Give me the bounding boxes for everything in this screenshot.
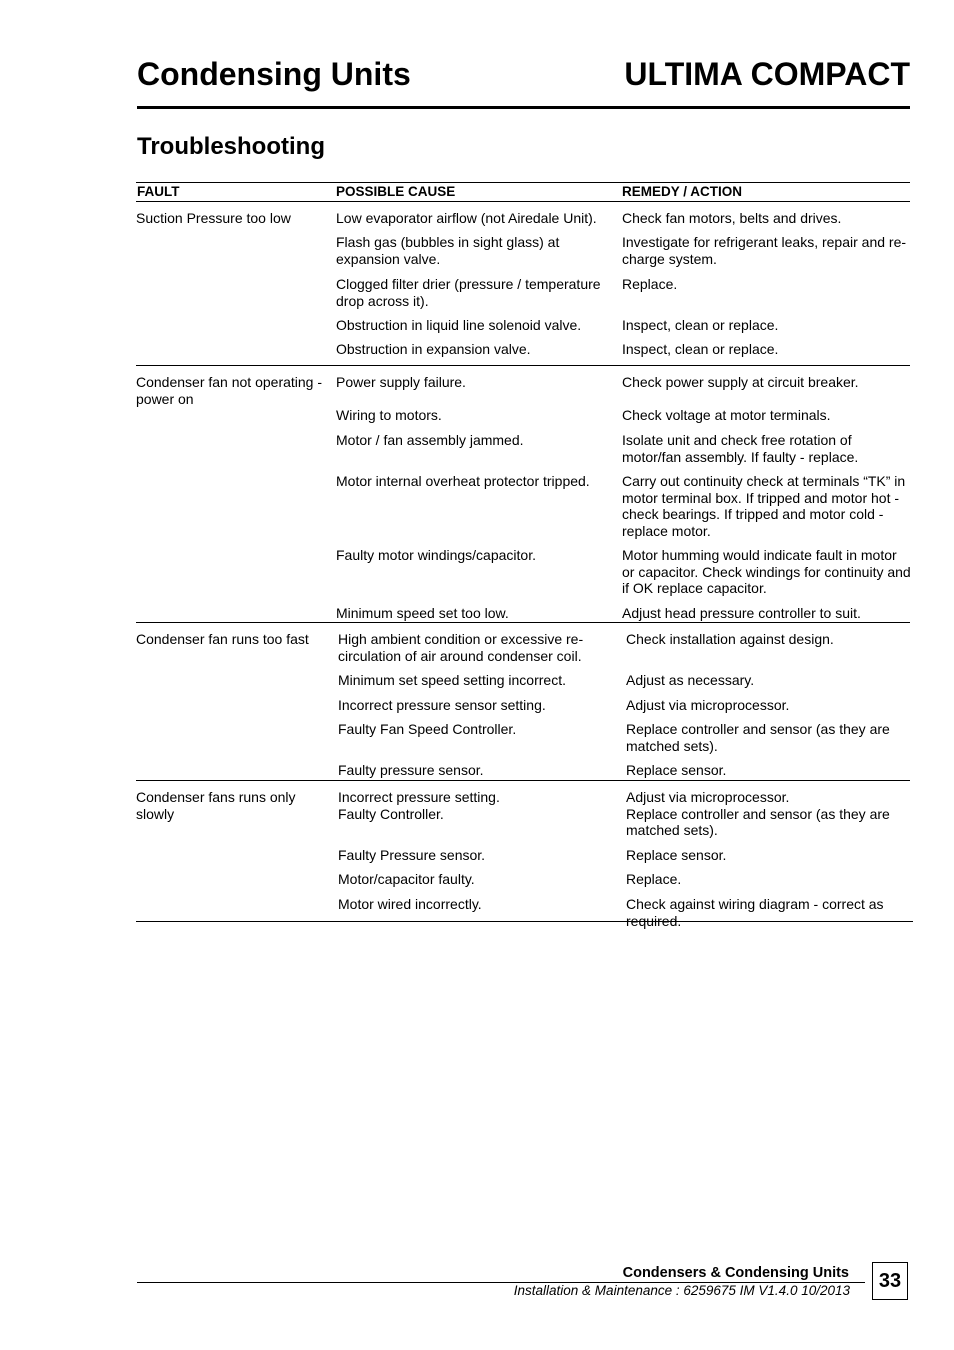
column-header-possible-cause: POSSIBLE CAUSE <box>336 184 456 199</box>
remedy-action: Adjust as necessary. <box>626 672 755 688</box>
possible-cause: Motor / fan assembly jammed. <box>336 432 524 448</box>
fault-group <box>136 366 910 623</box>
remedy-action: Check voltage at motor terminals. <box>622 407 831 423</box>
possible-cause: Low evaporator airflow (not Airedale Unit). <box>336 210 597 226</box>
footer-title: Condensers & Condensing Units <box>622 1265 849 1281</box>
header-right-title: ULTIMA COMPACT <box>624 56 910 92</box>
possible-cause: Obstruction in expansion valve. <box>336 341 531 357</box>
troubleshooting-table <box>136 182 911 929</box>
fault-label: Condenser fan runs too fast <box>136 631 309 647</box>
possible-cause: Faulty pressure sensor. <box>338 762 484 778</box>
possible-cause: Motor internal overheat protector tripped. <box>336 473 590 489</box>
remedy-action: Carry out continuity check at terminals “TK” in motor terminal box. If tripped and motor hot - check bearings. If tripped and motor cold - replace motor. <box>622 473 906 539</box>
section-title: Troubleshooting <box>137 133 325 160</box>
possible-cause: Wiring to motors. <box>336 407 442 423</box>
possible-cause: High ambient condition or excessive re-circulation of air around condenser coil. <box>338 631 584 664</box>
possible-cause: Incorrect pressure sensor setting. <box>338 697 546 713</box>
possible-cause: Obstruction in liquid line solenoid valve. <box>336 317 582 333</box>
footer-subtitle: Installation & Maintenance : 6259675 IM V1.4.0 10/2013 <box>513 1283 850 1298</box>
remedy-action: Check installation against design. <box>626 631 834 647</box>
possible-cause: Minimum set speed setting incorrect. <box>338 672 566 688</box>
remedy-action: Inspect, clean or replace. <box>622 317 779 333</box>
possible-cause: Faulty Fan Speed Controller. <box>338 721 517 737</box>
remedy-action: Replace sensor. <box>626 847 727 863</box>
fault-label: Condenser fan not operating - power on <box>136 374 323 407</box>
remedy-action: Adjust via microprocessor. Replace controller and sensor (as they are matched sets). <box>626 789 890 838</box>
remedy-action: Adjust via microprocessor. <box>626 697 790 713</box>
remedy-action: Replace. <box>622 276 678 292</box>
column-header-fault: FAULT <box>137 184 180 199</box>
remedy-action: Check fan motors, belts and drives. <box>622 210 842 226</box>
remedy-action: Investigate for refrigerant leaks, repair and re-charge system. <box>622 234 907 267</box>
remedy-action: Inspect, clean or replace. <box>622 341 779 357</box>
header-left-title: Condensing Units <box>137 56 411 92</box>
possible-cause: Clogged filter drier (pressure / temperature drop across it). <box>336 276 601 309</box>
remedy-action: Replace sensor. <box>626 762 727 778</box>
remedy-action: Check power supply at circuit breaker. <box>622 374 859 390</box>
fault-label: Suction Pressure too low <box>136 210 291 226</box>
remedy-action: Replace. <box>626 871 682 887</box>
remedy-action: Isolate unit and check free rotation of motor/fan assembly. If faulty - replace. <box>622 432 859 465</box>
page-number: 33 <box>872 1262 908 1300</box>
table-header <box>136 182 910 202</box>
possible-cause: Motor wired incorrectly. <box>338 896 482 912</box>
fault-group <box>136 623 910 781</box>
possible-cause: Power supply failure. <box>336 374 466 390</box>
possible-cause: Faulty motor windings/capacitor. <box>336 547 536 563</box>
remedy-action: Motor humming would indicate fault in motor or capacitor. Check windings for continuity and if OK replace capacitor. <box>622 547 911 596</box>
column-header-remedy-action: REMEDY / ACTION <box>622 184 743 199</box>
page-header <box>137 54 910 109</box>
fault-group <box>136 202 910 366</box>
remedy-action: Check against wiring diagram - correct as required. <box>626 896 884 929</box>
possible-cause: Motor/capacitor faulty. <box>338 871 475 887</box>
fault-group <box>136 781 913 929</box>
remedy-action: Adjust head pressure controller to suit. <box>622 605 861 621</box>
possible-cause: Faulty Pressure sensor. <box>338 847 486 863</box>
possible-cause: Minimum speed set too low. <box>336 605 509 621</box>
possible-cause: Incorrect pressure setting. Faulty Controller. <box>338 789 500 822</box>
remedy-action: Replace controller and sensor (as they are matched sets). <box>626 721 890 754</box>
possible-cause: Flash gas (bubbles in sight glass) at expansion valve. <box>336 234 560 267</box>
fault-label: Condenser fans runs only slowly <box>136 789 296 822</box>
